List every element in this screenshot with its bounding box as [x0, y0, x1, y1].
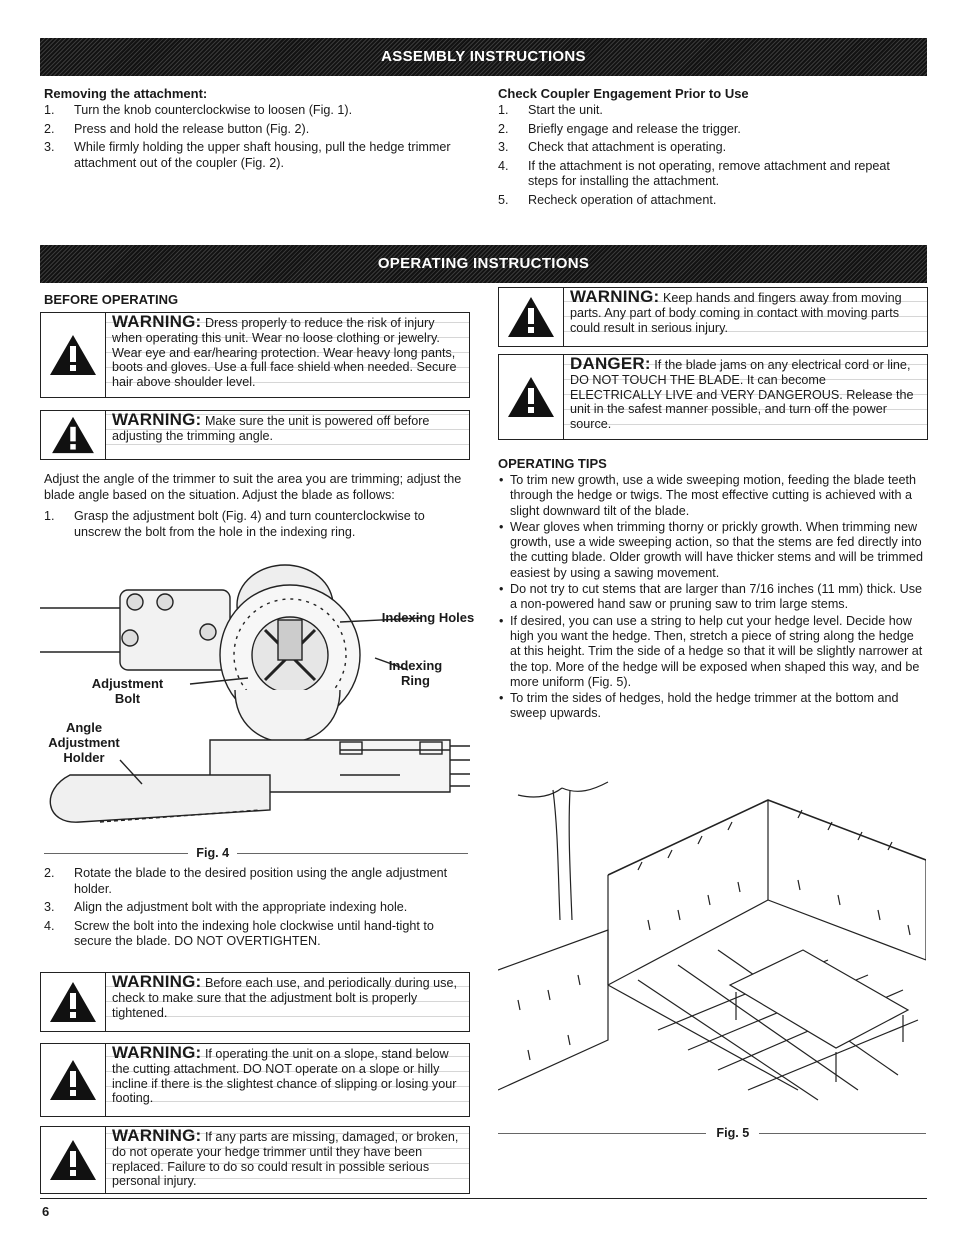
label-indexing-ring: Indexing Ring — [388, 658, 443, 688]
footer-rule — [40, 1198, 927, 1199]
warning-triangle-icon — [41, 973, 106, 1031]
operating-banner: OPERATING INSTRUCTIONS — [40, 245, 927, 283]
list-item: • Do not try to cut stems that are larger than 7/16 inches (11 mm) thick. Use a non-powered hand saw or pruning saw to trim large stems. — [499, 582, 923, 612]
warning-text: WARNING: Before each use, and periodically during use, check to make sure that the adjustment bolt is properly tightened. — [106, 973, 469, 1031]
list-item: 4. Screw the bolt into the indexing hole clockwise until hand-tight to secure the blade. DO NOT OVERTIGHTEN. — [44, 918, 434, 948]
danger-box-electrical — [498, 354, 928, 440]
warning-box-clothing — [40, 312, 470, 398]
warning-box-moving-parts — [498, 287, 928, 347]
assembly-banner: ASSEMBLY INSTRUCTIONS — [40, 38, 927, 76]
list-item: 1. Grasp the adjustment bolt (Fig. 4) and turn counterclockwise to unscrew the bolt from the hole in the indexing ring. — [44, 509, 425, 539]
removing-steps — [44, 103, 464, 171]
warning-text: WARNING: Keep hands and fingers away from moving parts. Any part of body coming in contact with moving parts could result in serious injury. — [564, 288, 927, 346]
before-operating-heading: BEFORE OPERATING — [44, 292, 179, 307]
check-steps — [498, 103, 918, 208]
danger-text: DANGER: If the blade jams on any electrical cord or line, DO NOT TOUCH THE BLADE. It can become ELECTRICALLY LIVE and VERY DANGEROUS. Release the unit in the safest manner possible, and turn off the power source. — [564, 355, 927, 439]
label-angle-adjustment-holder: Angle Adjustment Holder — [48, 720, 120, 765]
warning-triangle-icon — [41, 1044, 106, 1116]
list-item: 3. Check that attachment is operating. — [498, 140, 727, 154]
warning-triangle-icon — [499, 288, 564, 346]
adjust-section — [44, 472, 468, 543]
list-item: • If desired, you can use a string to help cut your hedge level. Decide how high you want the hedge. Then, stretch a piece of string along the hedge at this height. Trim the side of a hedge so that it will be slightly narrower at the top. More of the hedge will be exposed when shaped this way, and be more uniform (Fig. 5). — [499, 613, 923, 689]
warning-triangle-icon — [499, 355, 564, 439]
removing-section — [44, 86, 464, 174]
list-item: 5. Recheck operation of attachment. — [498, 192, 717, 207]
hedge-garden-drawing — [498, 770, 926, 1120]
warning-box-slope — [40, 1043, 470, 1117]
warning-triangle-icon — [41, 411, 106, 459]
warning-text: WARNING: Dress properly to reduce the risk of injury when operating this unit. Wear no loose clothing or jewelry. Wear eye and ear/hearing protection. Wear heavy long pants, boots and gloves. Use a full face shield when needed. Secure hair above shoulder level. — [106, 313, 469, 397]
list-item: 2. Briefly engage and release the trigger. — [498, 121, 741, 136]
removing-heading: Removing the attachment: — [44, 86, 208, 101]
warning-text: WARNING: If any parts are missing, damaged, or broken, do not operate your hedge trimmer until they have been replaced. Failure to do so could result in possible serious personal injury. — [106, 1127, 469, 1193]
warning-triangle-icon — [41, 313, 106, 397]
adjust-steps — [44, 866, 468, 953]
check-coupler-section — [498, 86, 918, 211]
fig4-caption: Fig. 4 — [44, 846, 468, 860]
list-item: 2. Rotate the blade to the desired position using the angle adjustment holder. — [44, 866, 448, 896]
warning-box-missing-parts — [40, 1126, 470, 1194]
operating-tips-heading: OPERATING TIPS — [498, 456, 607, 471]
label-adjustment-bolt: Adjustment Bolt — [91, 676, 164, 706]
fig4-illustration — [40, 560, 475, 840]
list-item: 2. Press and hold the release button (Fig. 2). — [44, 121, 310, 136]
operating-tips-list — [498, 473, 926, 722]
adjust-step-1 — [44, 509, 468, 540]
fig5-caption: Fig. 5 — [498, 1126, 926, 1140]
warning-text: WARNING: Make sure the unit is powered off before adjusting the trimming angle. — [106, 411, 469, 459]
fig5-illustration — [498, 770, 926, 1120]
list-item: • To trim the sides of hedges, hold the hedge trimmer at the bottom and sweep upwards. — [499, 691, 899, 721]
list-item: 1. Turn the knob counterclockwise to loosen (Fig. 1). — [44, 103, 353, 117]
list-item: 3. While firmly holding the upper shaft housing, pull the hedge trimmer attachment out of the coupler (Fig. 2). — [44, 140, 451, 170]
list-item: 3. Align the adjustment bolt with the appropriate indexing hole. — [44, 900, 408, 914]
warning-text: WARNING: If operating the unit on a slope, stand below the cutting attachment. DO NOT operate on a slope or hilly incline if there is the slightest chance of slipping or losing your footing. — [106, 1044, 469, 1116]
check-coupler-heading: Check Coupler Engagement Prior to Use — [498, 86, 749, 101]
list-item: • Wear gloves when trimming thorny or prickly growth. When trimming new growth, use a wide sweeping action, so that the stems are fed directly into the cutting blade. Older growth will have thicker stems and will be trimmed easiest by using a sawing movement. — [499, 519, 923, 580]
adjust-intro: Adjust the angle of the trimmer to suit the area you are trimming; adjust the blade angle based on the situation. Adjust the blade as follows: — [44, 472, 462, 502]
list-item: 1. Start the unit. — [498, 103, 603, 117]
operating-tips-section — [498, 456, 926, 723]
warning-box-power-off — [40, 410, 470, 460]
page-number: 6 — [42, 1204, 50, 1219]
label-indexing-holes: Indexing Holes — [381, 610, 475, 625]
warning-box-bolt-tightened — [40, 972, 470, 1032]
warning-triangle-icon — [41, 1127, 106, 1193]
list-item: 4. If the attachment is not operating, remove attachment and repeat steps for installing the attachment. — [498, 158, 890, 188]
list-item: • To trim new growth, use a wide sweeping motion, feeding the blade teeth through the hedge or twigs. The most effective cutting is achieved with a slight downward tilt of the blade. — [499, 473, 917, 518]
